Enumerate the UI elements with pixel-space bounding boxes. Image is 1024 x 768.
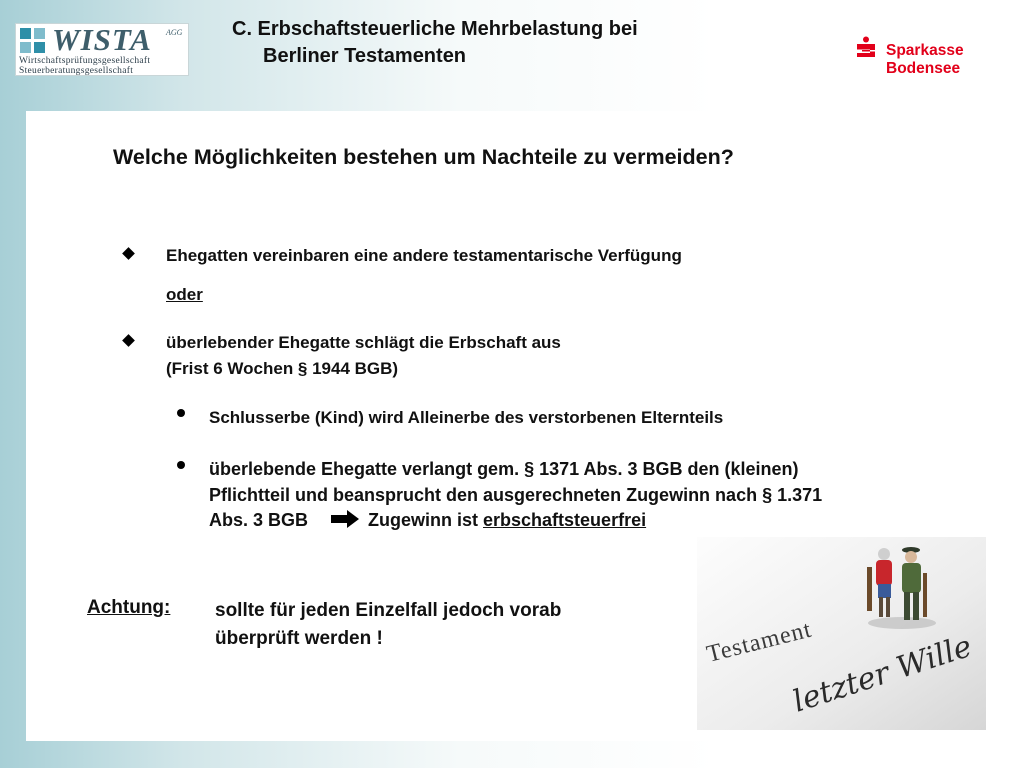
achtung-line-2: überprüft werden ! (215, 628, 383, 649)
sub-bullet-2-line-3-mid: Zugewinn ist (368, 510, 478, 530)
testament-photo-illustration (697, 537, 986, 730)
bullet-2-line-1: überlebender Ehegatte schlägt die Erbschaft aus (166, 333, 561, 352)
sub-bullet-2-line-1: überlebende Ehegatte verlangt gem. § 1371 Abs. 3 BGB den (kleinen) (209, 459, 799, 479)
wista-suffix: AGG (166, 28, 183, 37)
wista-name: WISTA (52, 22, 152, 57)
wista-logo (15, 23, 189, 76)
wista-squares-icon (20, 28, 46, 54)
sparkasse-line-1: Sparkasse (886, 42, 964, 59)
question-heading: Welche Möglichkeiten bestehen um Nachteile zu vermeiden? (113, 145, 734, 169)
wista-subline-1: Wirtschaftsprüfungsgesellschaft (19, 56, 151, 66)
achtung-label: Achtung: (87, 597, 171, 618)
photo-word-testament: Testament (704, 616, 815, 668)
right-arrow-icon (331, 510, 359, 528)
sparkasse-name (886, 42, 964, 78)
bullet-2-line-2: (Frist 6 Wochen § 1944 BGB) (166, 359, 399, 378)
sub-bullet-2-line-3 (368, 508, 646, 533)
wista-subline-2: Steuerberatungsgesellschaft (19, 66, 134, 76)
round-bullet-icon (177, 409, 185, 417)
bullet-1-text: Ehegatten vereinbaren eine andere testamentarische Verfügung (166, 246, 682, 265)
tax-free-word: erbschaftsteuerfrei (483, 510, 647, 530)
testament-photo (697, 537, 986, 730)
photo-word-handwriting: letzter Wille (788, 628, 977, 720)
sparkasse-s-icon (855, 36, 877, 60)
achtung-line-1: sollte für jeden Einzelfall jedoch vorab (215, 600, 562, 621)
slide-title (232, 16, 638, 70)
or-word: oder (166, 285, 203, 304)
sparkasse-line-2: Bodensee (886, 60, 961, 77)
round-bullet-icon (177, 461, 185, 469)
sub-bullet-2-line-2: Pflichtteil und beansprucht den ausgerechneten Zugewinn nach § 1.371 (209, 485, 823, 505)
slide-title-line-1: C. Erbschaftsteuerliche Mehrbelastung bei (232, 18, 638, 40)
sub-bullet-2-line-3-prefix: Abs. 3 BGB (209, 510, 309, 530)
sub-bullet-1-text: Schlusserbe (Kind) wird Alleinerbe des verstorbenen Elternteils (209, 408, 724, 427)
sparkasse-logo (855, 36, 975, 82)
slide-title-line-2: Berliner Testamenten (263, 45, 467, 67)
achtung-note (215, 597, 561, 653)
